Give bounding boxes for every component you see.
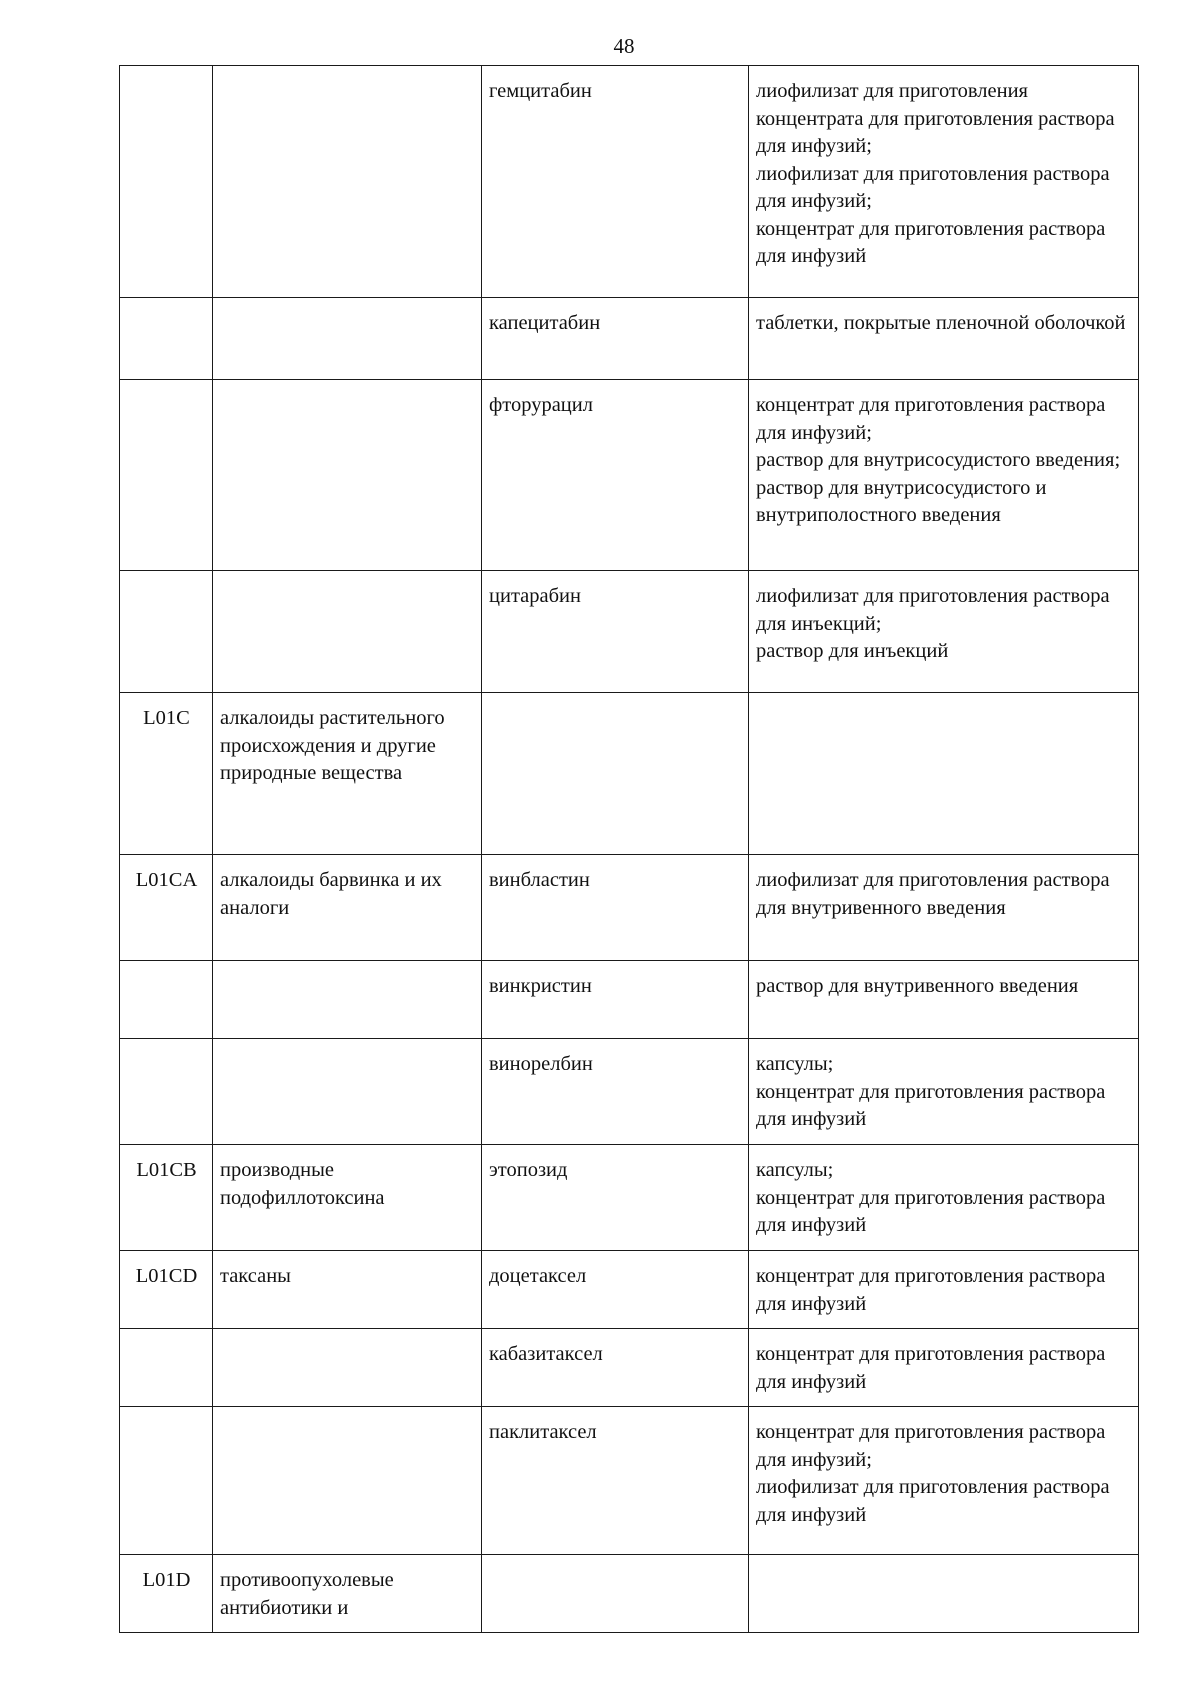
group-name-cell <box>213 380 482 571</box>
drug-name-cell: этопозид <box>482 1145 749 1251</box>
drug-list-table <box>119 65 1139 1633</box>
drug-name-cell: цитарабин <box>482 571 749 693</box>
group-name-cell <box>213 1329 482 1407</box>
atc-code-cell <box>120 380 213 571</box>
table-row <box>120 571 1139 693</box>
page-number: 48 <box>613 34 635 58</box>
group-name-cell <box>213 1407 482 1555</box>
table-row <box>120 298 1139 380</box>
atc-code-cell <box>120 1039 213 1145</box>
group-name-cell: алкалоиды барвинка и их аналоги <box>213 855 482 961</box>
group-name-cell <box>213 298 482 380</box>
drug-name-cell: гемцитабин <box>482 66 749 298</box>
group-name-cell <box>213 1039 482 1145</box>
drug-name-cell: винорелбин <box>482 1039 749 1145</box>
table-row <box>120 1145 1139 1251</box>
dosage-form-cell <box>749 1555 1139 1633</box>
drug-name-cell: доцетаксел <box>482 1251 749 1329</box>
table-row <box>120 1407 1139 1555</box>
group-name-cell <box>213 66 482 298</box>
group-name-cell: противоопухолевые антибиотики и <box>213 1555 482 1633</box>
dosage-form-cell: лиофилизат для приготовления раствора для внутривенного введения <box>749 855 1139 961</box>
dosage-form-cell: лиофилизат для приготовления раствора для инъекций; раствор для инъекций <box>749 571 1139 693</box>
table-row <box>120 693 1139 855</box>
atc-code-cell <box>120 961 213 1039</box>
dosage-form-cell: таблетки, покрытые пленочной оболочкой <box>749 298 1139 380</box>
dosage-form-cell: раствор для внутривенного введения <box>749 961 1139 1039</box>
drug-name-cell <box>482 1555 749 1633</box>
dosage-form-cell: лиофилизат для приготовления концентрата для приготовления раствора для инфузий; лиофилизат для приготовления раствора для инфузий; концентрат для приготовления раствора для инфузий <box>749 66 1139 298</box>
drug-name-cell: винбластин <box>482 855 749 961</box>
atc-code-cell <box>120 1329 213 1407</box>
atc-code-cell <box>120 571 213 693</box>
group-name-cell <box>213 961 482 1039</box>
drug-name-cell: кабазитаксел <box>482 1329 749 1407</box>
atc-code-cell <box>120 1407 213 1555</box>
table-row <box>120 1039 1139 1145</box>
dosage-form-cell: концентрат для приготовления раствора для инфузий; раствор для внутрисосудистого введения; раствор для внутрисосудистого и внутриполостного введения <box>749 380 1139 571</box>
table-row <box>120 66 1139 298</box>
atc-code-cell: L01CA <box>120 855 213 961</box>
table-row <box>120 1555 1139 1633</box>
atc-code-cell: L01CB <box>120 1145 213 1251</box>
group-name-cell <box>213 571 482 693</box>
drug-name-cell: капецитабин <box>482 298 749 380</box>
dosage-form-cell: концентрат для приготовления раствора для инфузий <box>749 1329 1139 1407</box>
dosage-form-cell: капсулы; концентрат для приготовления раствора для инфузий <box>749 1145 1139 1251</box>
group-name-cell: алкалоиды растительного происхождения и другие природные вещества <box>213 693 482 855</box>
atc-code-cell: L01C <box>120 693 213 855</box>
atc-code-cell: L01CD <box>120 1251 213 1329</box>
atc-code-cell <box>120 66 213 298</box>
group-name-cell: таксаны <box>213 1251 482 1329</box>
dosage-form-cell: концентрат для приготовления раствора для инфузий; лиофилизат для приготовления раствора для инфузий <box>749 1407 1139 1555</box>
group-name-cell: производные подофиллотоксина <box>213 1145 482 1251</box>
table-row <box>120 961 1139 1039</box>
drug-name-cell: паклитаксел <box>482 1407 749 1555</box>
atc-code-cell <box>120 298 213 380</box>
table-row <box>120 380 1139 571</box>
dosage-form-cell: капсулы; концентрат для приготовления раствора для инфузий <box>749 1039 1139 1145</box>
atc-code-cell: L01D <box>120 1555 213 1633</box>
drug-name-cell: фторурацил <box>482 380 749 571</box>
table-row <box>120 855 1139 961</box>
drug-name-cell <box>482 693 749 855</box>
table-row <box>120 1329 1139 1407</box>
table-row <box>120 1251 1139 1329</box>
drug-name-cell: винкристин <box>482 961 749 1039</box>
dosage-form-cell: концентрат для приготовления раствора для инфузий <box>749 1251 1139 1329</box>
dosage-form-cell <box>749 693 1139 855</box>
